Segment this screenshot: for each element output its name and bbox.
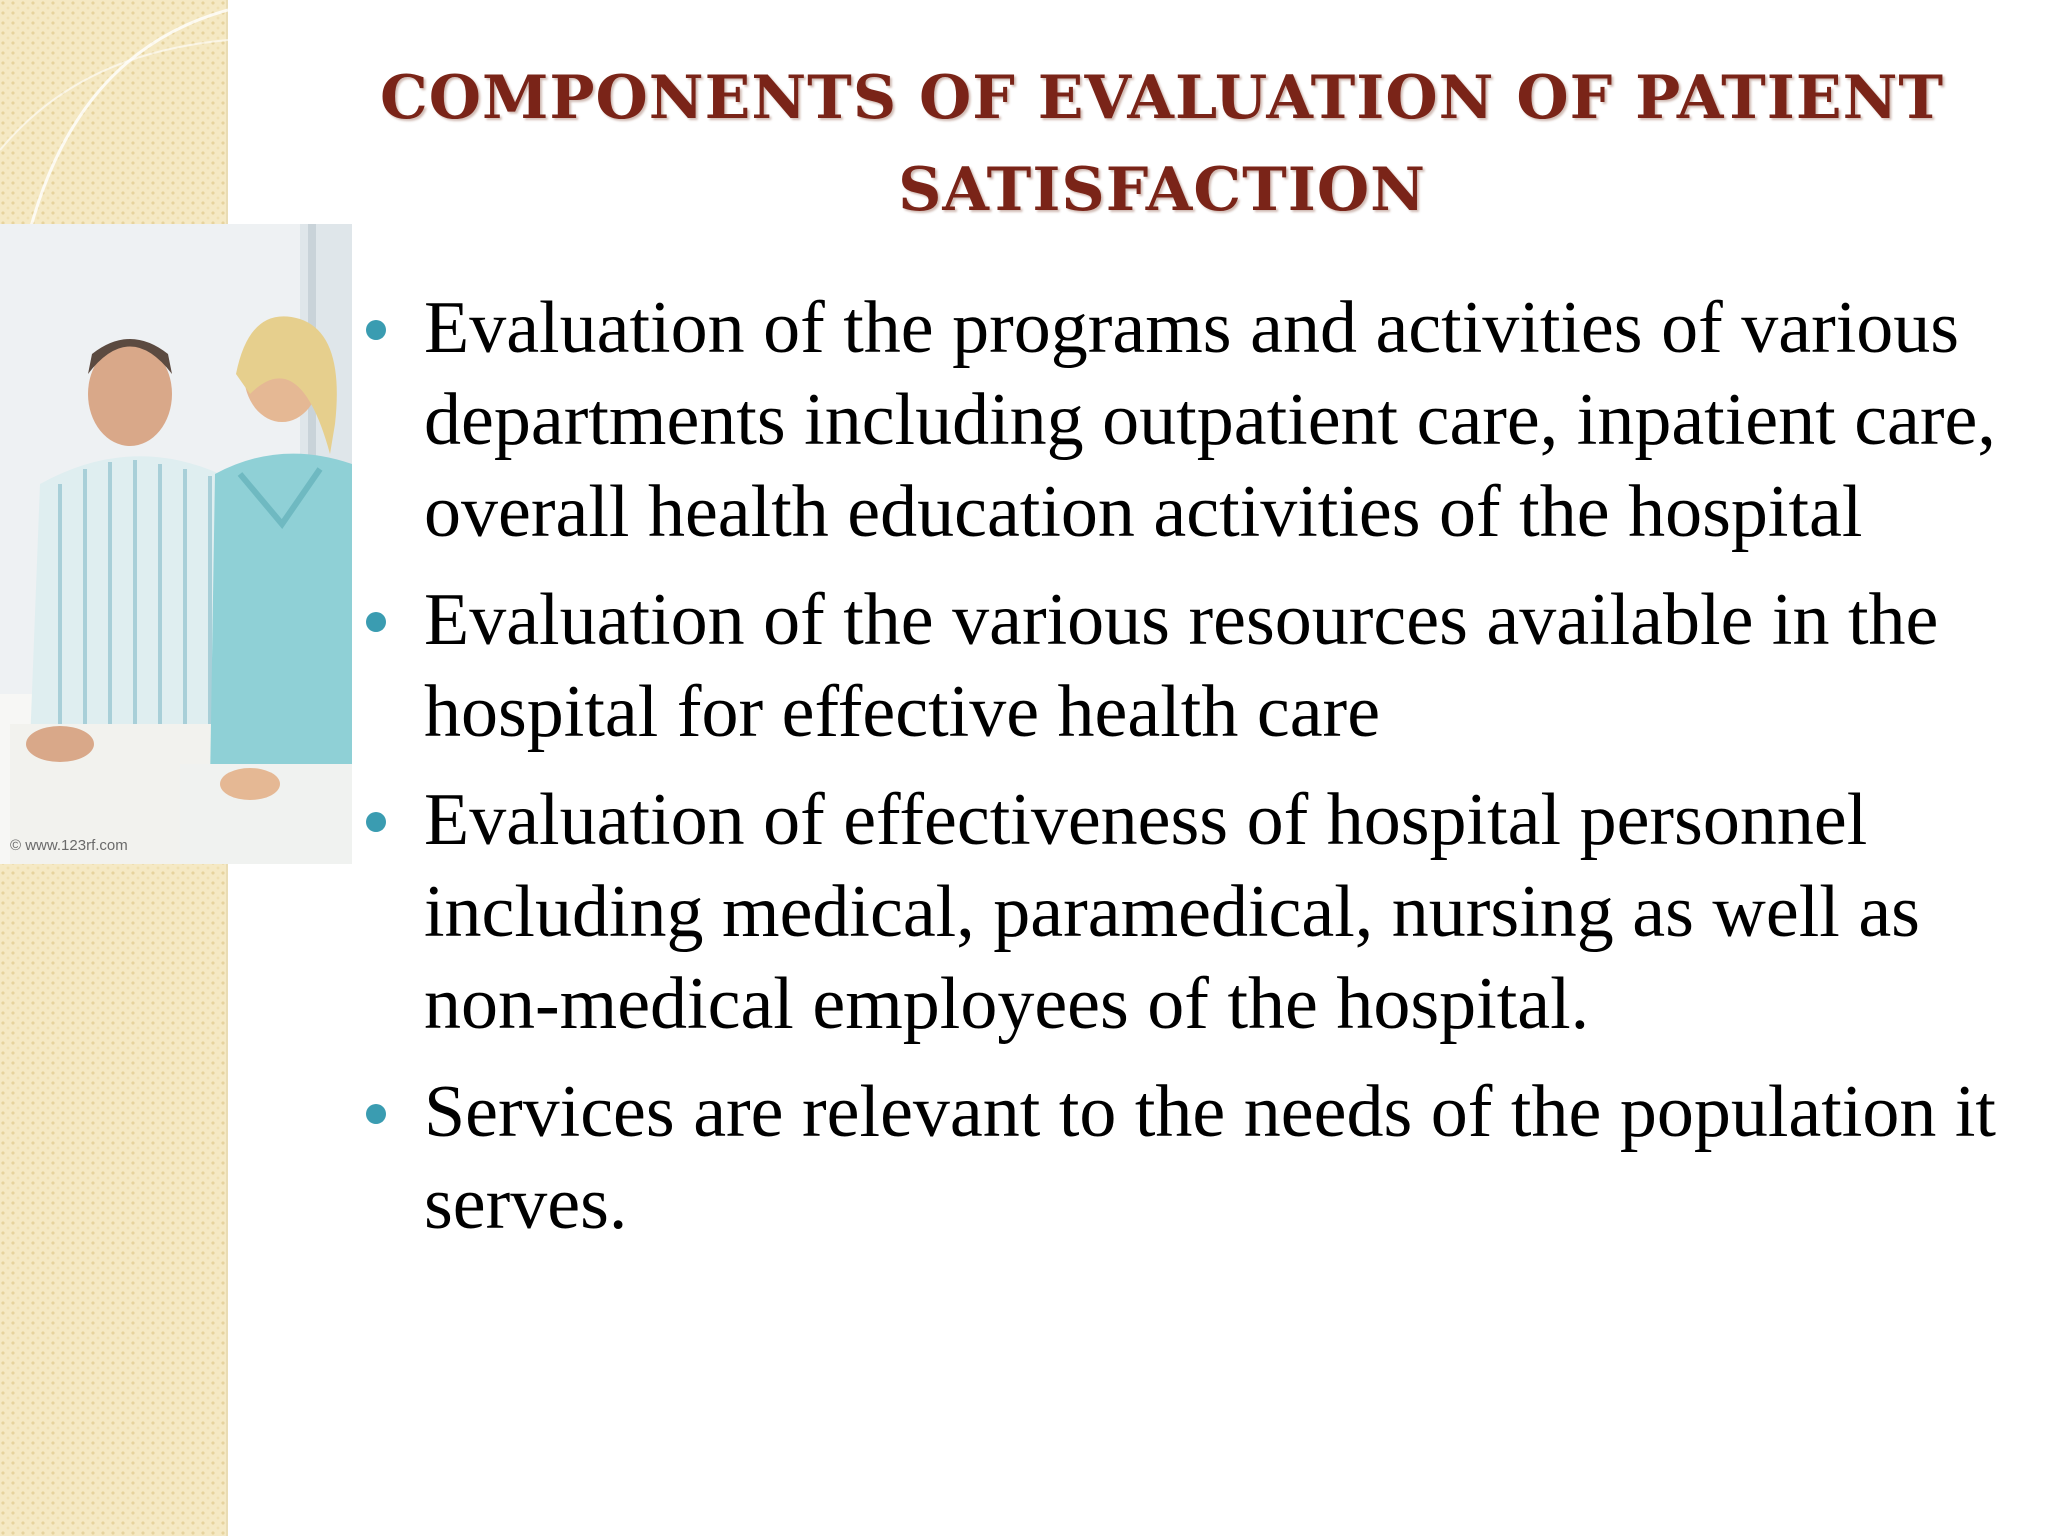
- bullet-item: [360, 774, 2020, 1050]
- bullet-dot-icon: [366, 1104, 386, 1124]
- photo-credit: © www.123rf.com: [10, 837, 128, 854]
- slide-title: COMPONENTS OF EVALUATION OF PATIENT SATISFACTION: [379, 63, 1945, 225]
- bullet-text: Services are relevant to the needs of the population it serves.: [424, 1071, 1996, 1245]
- bullet-dot-icon: [366, 612, 386, 632]
- bullet-dot-icon: [366, 812, 386, 832]
- bullet-list: [360, 282, 2020, 1266]
- bullet-item: [360, 574, 2020, 758]
- patient-nurse-photo: [0, 224, 352, 864]
- bullet-item: [360, 1066, 2020, 1250]
- bullet-text: Evaluation of effectiveness of hospital personnel including medical, paramedical, nursing as well as non-medical employees of the hospital.: [424, 779, 1920, 1045]
- bullet-item: [360, 282, 2020, 558]
- bullet-dot-icon: [366, 320, 386, 340]
- decorative-corner-arcs: [0, 0, 228, 230]
- bullet-text: Evaluation of the programs and activities of various departments including outpatient care, inpatient care, overall health education activities of the hospital: [424, 287, 1996, 553]
- bullet-text: Evaluation of the various resources available in the hospital for effective health care: [424, 579, 1939, 753]
